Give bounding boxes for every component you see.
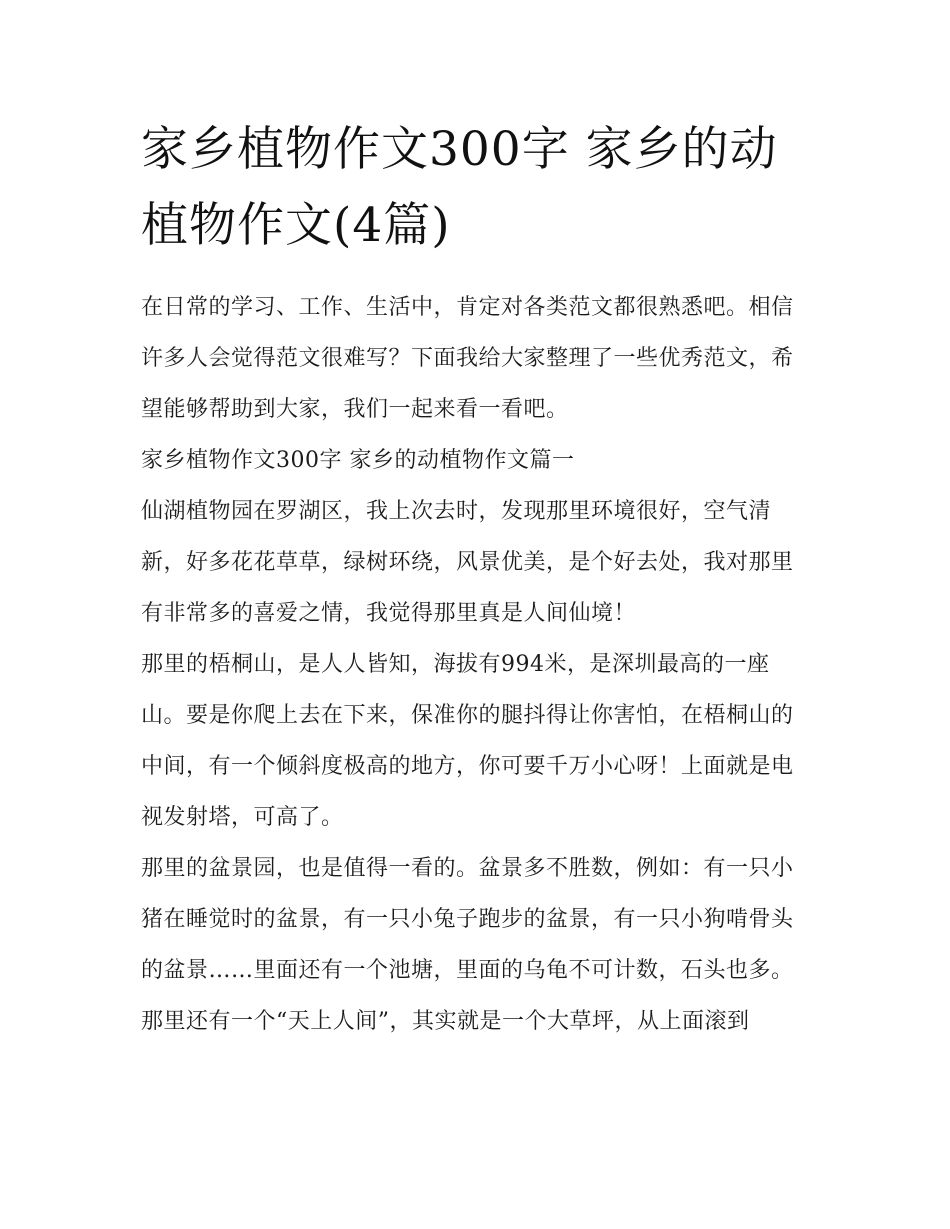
- section-heading: 家乡植物作文300字 家乡的动植物作文篇一: [141, 448, 575, 473]
- intro-paragraph: 在日常的学习、工作、生活中，肯定对各类范文都很熟悉吧。相信许多人会觉得范文很难写？下面我给大家整理了一些优秀范文，希望能够帮助到大家，我们一起来看一看吧。: [141, 295, 794, 422]
- document-body: [141, 282, 813, 1047]
- document-title: 家乡植物作文300字 家乡的动植物作文(4篇): [141, 122, 778, 253]
- document-page: [141, 112, 813, 1047]
- body-paragraph: 那里的梧桐山，是人人皆知，海拔有994米，是深圳最高的一座山。要是你爬上去在下来，保准你的腿抖得让你害怕，在梧桐山的中间，有一个倾斜度极高的地方，你可要千万小心呀！上面就是电视发射塔，可高了。: [141, 652, 794, 830]
- body-paragraph: 仙湖植物园在罗湖区，我上次去时，发现那里环境很好，空气清新，好多花花草草，绿树环绕，风景优美，是个好去处，我对那里有非常多的喜爱之情，我觉得那里真是人间仙境！: [141, 499, 794, 626]
- body-paragraph: 那里还有一个“天上人间”，其实就是一个大草坪，从上面滚到: [141, 1009, 750, 1034]
- body-paragraph: 那里的盆景园，也是值得一看的。盆景多不胜数，例如：有一只小猪在睡觉时的盆景，有一只小兔子跑步的盆景，有一只小狗啃骨头的盆景……里面还有一个池塘，里面的乌龟不可计数，石头也多。: [141, 856, 794, 983]
